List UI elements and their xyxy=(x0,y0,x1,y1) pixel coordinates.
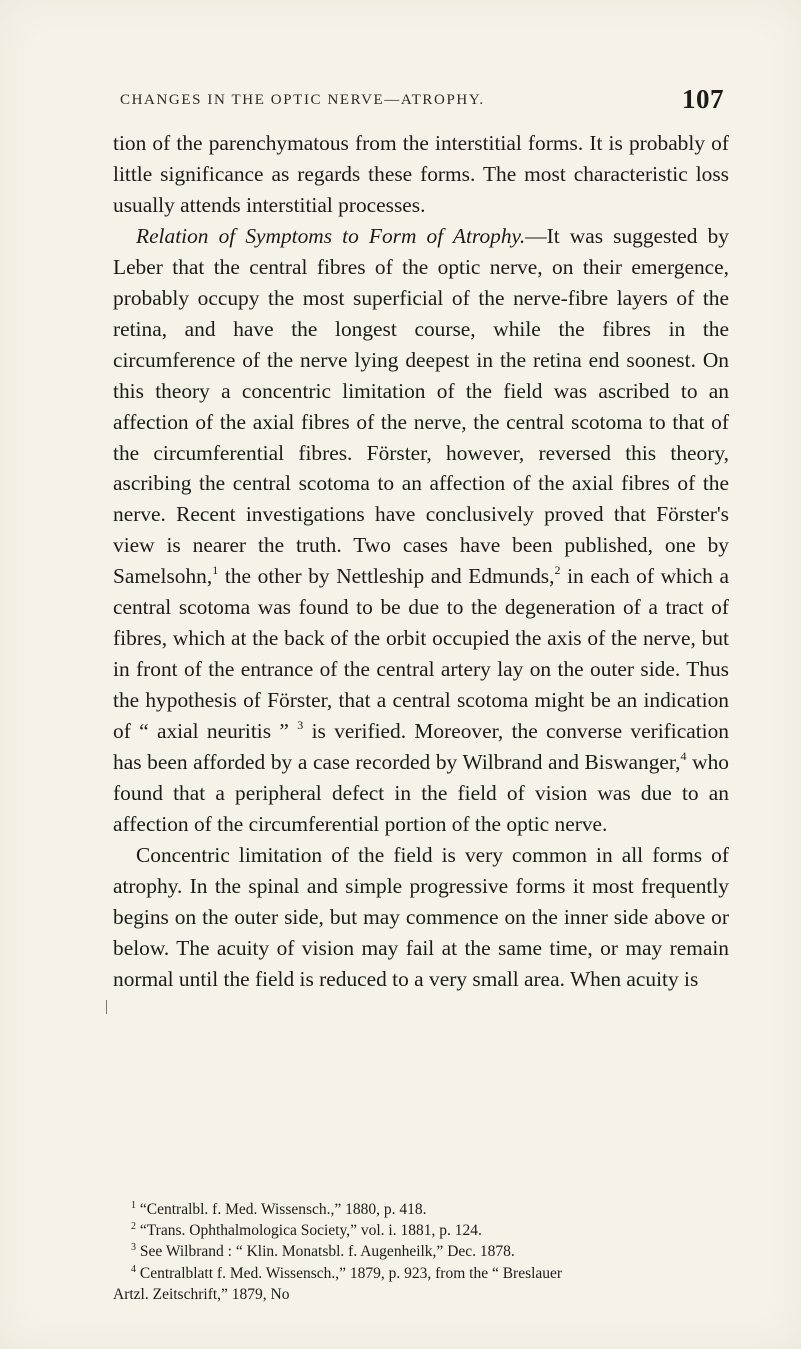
footnote-text: See Wilbrand : “ Klin. Monatsbl. f. Augenheilk,” Dec. 1878. xyxy=(136,1243,515,1261)
footnote xyxy=(113,1241,729,1262)
footnote-number: 2 xyxy=(131,1221,136,1233)
footnote-ref-3: 3 xyxy=(297,718,304,733)
footnote-text: Artzl. Zeitschrift,” 1879, No xyxy=(113,1285,290,1303)
paragraph-2-text-d: is verified. Moreover, the converse verification has been afforded by a case recorded by Wilbrand and Biswanger, xyxy=(113,719,729,775)
paragraph-2-text-a: —It was suggested by Leber that the central fibres of the optic nerve, on their emergence, probably occupy the most superficial of the nerve-fibre layers of the retina, and have the longest course, while the fibres in the circumference of the nerve lying deepest in the retina end soonest. On this theory a concentric limitation of the field was ascribed to an affection of the axial fibres of the nerve, the central scotoma to that of the circumferential fibres. Förster, however, reversed this theory, ascribing the central scotoma to an affection of the axial fibres of the nerve. Recent investigations have conclusively proved that Förster's view is nearer the truth. Two cases have been published, one by Samelsohn, xyxy=(113,223,729,589)
footnote xyxy=(113,1220,729,1241)
footnotes xyxy=(113,1199,729,1305)
footnote xyxy=(113,1263,729,1284)
body-text xyxy=(113,128,729,995)
footnote-ref-2: 2 xyxy=(554,563,561,578)
footnote-ref-4: 4 xyxy=(680,749,687,764)
footnote-continuation xyxy=(113,1284,729,1305)
footnote xyxy=(113,1199,729,1220)
footnote-number: 4 xyxy=(131,1263,136,1275)
paragraph-2-text-b: the other by Nettleship and Edmunds, xyxy=(218,564,555,589)
footnote-text: “Trans. Ophthalmologica Society,” vol. i. 1881, p. 124. xyxy=(136,1222,482,1240)
section-heading: Relation of Symptoms to Form of Atrophy. xyxy=(136,223,526,248)
footnote-number: 3 xyxy=(131,1242,136,1254)
page-number: 107 xyxy=(682,84,724,114)
ink-mark xyxy=(106,1000,107,1014)
paragraph-3: Concentric limitation of the field is very common in all forms of atrophy. In the spinal and simple progressive forms it most frequently begins on the outer side, but may commence on the inner side above or below. The acuity of vision may fail at the same time, or may remain normal until the field is reduced to a very small area. When acuity is xyxy=(113,842,729,991)
footnote-ref-1: 1 xyxy=(212,563,219,578)
footnote-text: “Centralbl. f. Med. Wissensch.,” 1880, p. 418. xyxy=(136,1201,427,1218)
paragraph-2-text-e: who found that a peripheral defect in the field of vision was due to an affection of the circumferential portion of the optic nerve. xyxy=(113,750,729,836)
paragraph-1: tion of the parenchymatous from the interstitial forms. It is probably of little significance as regards these forms. The most characteristic loss usually attends interstitial processes. xyxy=(113,131,729,217)
paragraph-2-text-c: in each of which a central scotoma was found to be due to the degeneration of a tract of fibres, which at the back of the orbit occupied the axis of the nerve, but in front of the entrance of the central artery lay on the outer side. Thus the hypothesis of Förster, that a central scotoma might be an indication of “ axial neuritis ” xyxy=(113,564,729,744)
footnote-number: 1 xyxy=(131,1200,136,1211)
footnote-text: Centralblatt f. Med. Wissensch.,” 1879, p. 923, from the “ Breslauer xyxy=(136,1264,563,1282)
paragraph-2 xyxy=(113,221,729,840)
page-header xyxy=(120,84,724,124)
running-head: CHANGES IN THE OPTIC NERVE—ATROPHY. xyxy=(120,92,485,108)
